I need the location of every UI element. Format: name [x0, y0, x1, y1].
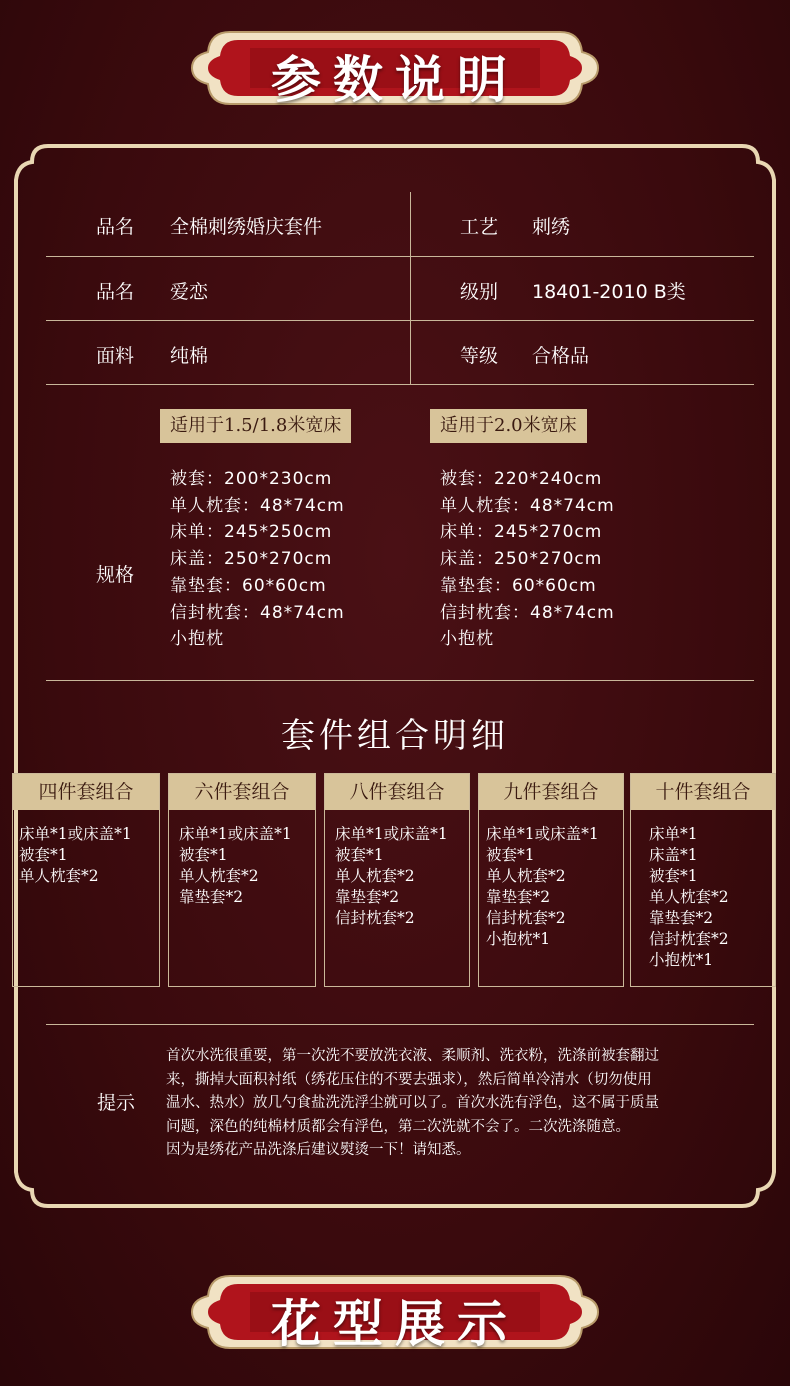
combo-item: 单人枕套*2: [486, 867, 566, 885]
param-value: 纯棉: [170, 345, 209, 367]
combo-item: 被套*1: [486, 846, 535, 864]
combo-item: 床单*1或床盖*1: [19, 825, 132, 843]
combo-card-9: [478, 773, 624, 987]
combo-item: 单人枕套*2: [335, 867, 415, 885]
combo-item: 单人枕套*2: [649, 888, 729, 906]
combo-item: 靠垫套*2: [179, 888, 244, 906]
banner-bottom: [190, 1266, 600, 1358]
combo-title: 六件套组合: [169, 774, 315, 810]
combo-item: 床单*1: [649, 825, 698, 843]
param-value: 爱恋: [170, 281, 209, 303]
combo-items: [13, 810, 159, 887]
combo-section-title: 套件组合明细: [281, 716, 509, 756]
banner-bottom-title: 花型展示: [271, 1294, 519, 1353]
param-label: 品名: [96, 281, 135, 303]
tip-label: 提示: [97, 1092, 136, 1114]
spec-item: 单人枕套：48*74cm: [170, 495, 345, 516]
spec-item: 被套：220*240cm: [440, 469, 603, 489]
combo-item: 单人枕套*2: [19, 867, 99, 885]
combo-item: 信封枕套*2: [486, 909, 566, 927]
spec-item: 靠垫套：60*60cm: [440, 575, 597, 596]
combo-item: 被套*1: [179, 846, 228, 864]
spec-item: 小抱枕: [170, 629, 224, 650]
spec-list-right: [440, 466, 615, 653]
divider: [46, 680, 754, 681]
combo-title: 九件套组合: [479, 774, 623, 810]
combo-items: [631, 810, 775, 971]
combo-card-8: [324, 773, 470, 987]
combo-items: [169, 810, 315, 908]
combo-item: 单人枕套*2: [179, 867, 259, 885]
param-label: 级别: [460, 281, 499, 303]
param-label: 工艺: [460, 216, 499, 238]
spec-tag-left: 适用于1.5/1.8米宽床: [160, 409, 351, 443]
banner-top: [190, 22, 600, 114]
combo-items: [479, 810, 623, 950]
combo-item: 被套*1: [19, 846, 68, 864]
param-value: 18401-2010 B类: [532, 281, 686, 303]
tip-text: 首次水洗很重要，第一次洗不要放洗衣液、柔顺剂、洗衣粉，洗涤前被套翻过 来，撕掉大面积衬纸（绣花压住的不要去强求），然后简单冷清水（切勿使用 温水、热水）放几勺食盐洗洗浮尘就可以了。首次水洗有浮色，这不属于质量 问题，深色的纯棉材质都会有浮色，第二次洗就不会了。二次洗涤随意。 因为是绣花产品洗涤后建议熨烫一下！请知悉。: [166, 1048, 659, 1158]
combo-items: [325, 810, 469, 929]
combo-card-6: [168, 773, 316, 987]
combo-item: 信封枕套*2: [335, 909, 415, 927]
combo-title: 八件套组合: [325, 774, 469, 810]
param-label: 面料: [96, 345, 135, 367]
combo-item: 被套*1: [649, 867, 698, 885]
combo-title: 十件套组合: [631, 774, 775, 810]
combo-item: 小抱枕*1: [649, 951, 714, 969]
param-label: 等级: [460, 345, 499, 367]
spec-item: 床单：245*270cm: [440, 522, 603, 543]
spec-label: 规格: [96, 564, 135, 586]
spec-item: 信封枕套：48*74cm: [170, 602, 345, 623]
combo-item: 床单*1或床盖*1: [335, 825, 448, 843]
param-value: 刺绣: [532, 216, 571, 238]
combo-item: 小抱枕*1: [486, 930, 551, 948]
spec-item: 小抱枕: [440, 629, 494, 650]
divider: [46, 320, 754, 321]
param-label: 品名: [96, 216, 135, 238]
combo-item: 靠垫套*2: [335, 888, 400, 906]
divider: [46, 1024, 754, 1025]
divider: [46, 256, 754, 257]
spec-item: 信封枕套：48*74cm: [440, 602, 615, 623]
divider: [46, 384, 754, 385]
combo-item: 床单*1或床盖*1: [179, 825, 292, 843]
combo-title: 四件套组合: [13, 774, 159, 810]
banner-top-title: 参数说明: [271, 50, 519, 109]
combo-card-10: [630, 773, 776, 987]
spec-item: 床单：245*250cm: [170, 522, 333, 543]
spec-tag-right: 适用于2.0米宽床: [430, 409, 587, 443]
combo-item: 被套*1: [335, 846, 384, 864]
param-value: 全棉刺绣婚庆套件: [170, 216, 323, 238]
spec-item: 床盖：250*270cm: [440, 549, 603, 570]
spec-item: 单人枕套：48*74cm: [440, 495, 615, 516]
spec-list-left: [170, 466, 345, 653]
combo-item: 靠垫套*2: [486, 888, 551, 906]
column-divider: [410, 192, 411, 384]
combo-item: 床单*1或床盖*1: [486, 825, 599, 843]
combo-item: 靠垫套*2: [649, 909, 714, 927]
spec-item: 床盖：250*270cm: [170, 549, 333, 570]
spec-item: 被套：200*230cm: [170, 469, 333, 489]
combo-item: 床盖*1: [649, 846, 698, 864]
combo-item: 信封枕套*2: [649, 930, 729, 948]
param-value: 合格品: [532, 345, 590, 367]
spec-item: 靠垫套：60*60cm: [170, 575, 327, 596]
combo-card-4: [12, 773, 160, 987]
